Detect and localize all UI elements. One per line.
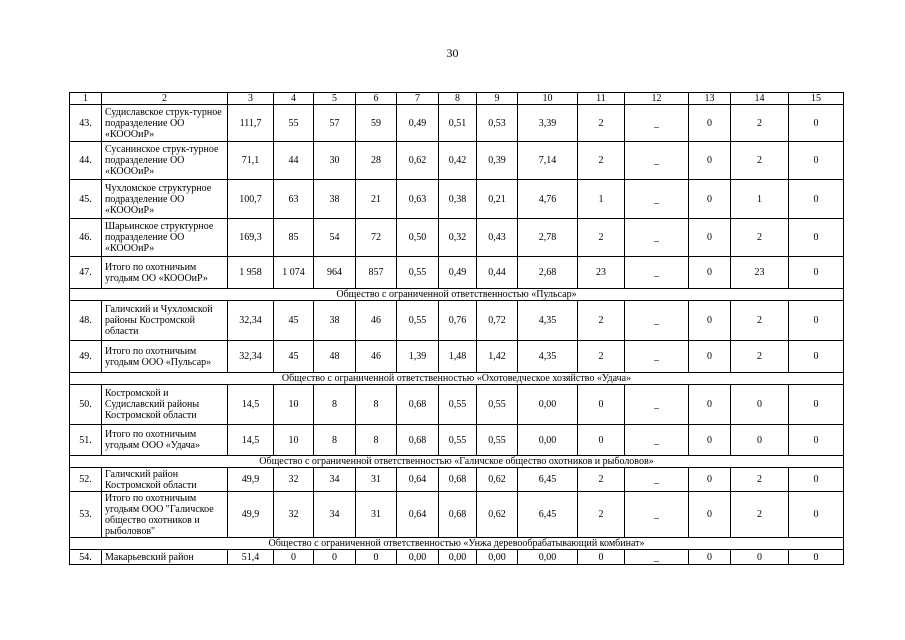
column-header: 15 bbox=[789, 93, 844, 105]
organization-name: Общество с ограниченной ответственностью «Охотоведческое хозяйство «Удача» bbox=[70, 373, 844, 385]
table-cell: _ bbox=[625, 105, 689, 142]
section-header-row bbox=[70, 289, 844, 301]
table-cell: 0 bbox=[689, 492, 731, 538]
row-number: 52. bbox=[70, 468, 102, 492]
table-cell: 0 bbox=[789, 142, 844, 180]
table-cell: 0,55 bbox=[397, 257, 439, 289]
table-row bbox=[70, 142, 844, 180]
table-cell: 14,5 bbox=[228, 425, 274, 456]
table-cell: 2 bbox=[731, 219, 789, 257]
table-cell: 45 bbox=[274, 301, 314, 341]
section-header-row bbox=[70, 373, 844, 385]
column-header: 9 bbox=[477, 93, 518, 105]
table-cell: 8 bbox=[356, 425, 397, 456]
table-cell: 0 bbox=[731, 425, 789, 456]
table-cell: 46 bbox=[356, 341, 397, 373]
table-cell: 0,39 bbox=[477, 142, 518, 180]
table-header-row bbox=[70, 93, 844, 105]
column-header: 14 bbox=[731, 93, 789, 105]
table-cell: _ bbox=[625, 425, 689, 456]
page-number: 30 bbox=[446, 46, 459, 60]
table-cell: 51,4 bbox=[228, 550, 274, 565]
table-cell: 45 bbox=[274, 341, 314, 373]
table-cell: 8 bbox=[314, 385, 356, 425]
column-header: 13 bbox=[689, 93, 731, 105]
column-header: 5 bbox=[314, 93, 356, 105]
table-cell: 0 bbox=[578, 425, 625, 456]
table-cell: 10 bbox=[274, 425, 314, 456]
row-number: 54. bbox=[70, 550, 102, 565]
table-cell: 21 bbox=[356, 180, 397, 219]
table-cell: 0,64 bbox=[397, 492, 439, 538]
table-cell: 0 bbox=[689, 180, 731, 219]
table-cell: 4,35 bbox=[518, 301, 578, 341]
table-row bbox=[70, 219, 844, 257]
column-header: 6 bbox=[356, 93, 397, 105]
table-cell: 2 bbox=[731, 105, 789, 142]
table-cell: 8 bbox=[314, 425, 356, 456]
table-cell: 44 bbox=[274, 142, 314, 180]
organization-name: Общество с ограниченной ответственностью «Унжа деревообрабатывающий комбинат» bbox=[70, 538, 844, 550]
table-cell: 100,7 bbox=[228, 180, 274, 219]
table-cell: 71,1 bbox=[228, 142, 274, 180]
table-cell: 0 bbox=[731, 550, 789, 565]
table-cell: 0,68 bbox=[397, 425, 439, 456]
table-cell: 32 bbox=[274, 492, 314, 538]
table-cell: _ bbox=[625, 142, 689, 180]
table-cell: 0,00 bbox=[439, 550, 477, 565]
row-number: 48. bbox=[70, 301, 102, 341]
territory-name: Чухломское структурное подразделение ОО «КОООиР» bbox=[102, 180, 228, 219]
table-cell: _ bbox=[625, 550, 689, 565]
table-cell: 111,7 bbox=[228, 105, 274, 142]
table-cell: 0 bbox=[789, 341, 844, 373]
table-cell: 0,62 bbox=[397, 142, 439, 180]
table-cell: 32,34 bbox=[228, 301, 274, 341]
table-cell: 1 958 bbox=[228, 257, 274, 289]
table-cell: 0,68 bbox=[397, 385, 439, 425]
section-header-row bbox=[70, 456, 844, 468]
table-cell: 0,68 bbox=[439, 492, 477, 538]
table-row bbox=[70, 468, 844, 492]
row-number: 45. bbox=[70, 180, 102, 219]
table-cell: 1 bbox=[731, 180, 789, 219]
table-cell: 0,68 bbox=[439, 468, 477, 492]
table-cell: 1 bbox=[578, 180, 625, 219]
table-cell: 0 bbox=[731, 385, 789, 425]
territory-name: Шарьинское структурное подразделение ОО «КОООиР» bbox=[102, 219, 228, 257]
column-header: 7 bbox=[397, 93, 439, 105]
column-header: 3 bbox=[228, 93, 274, 105]
table-cell: 0 bbox=[789, 257, 844, 289]
table-cell: 2 bbox=[578, 468, 625, 492]
table-cell: 0,43 bbox=[477, 219, 518, 257]
row-number: 44. bbox=[70, 142, 102, 180]
table-cell: 0 bbox=[789, 219, 844, 257]
table-cell: 7,14 bbox=[518, 142, 578, 180]
table-cell: 38 bbox=[314, 180, 356, 219]
table-row bbox=[70, 180, 844, 219]
table-cell: 0,42 bbox=[439, 142, 477, 180]
row-number: 51. bbox=[70, 425, 102, 456]
table-cell: 2,78 bbox=[518, 219, 578, 257]
table-cell: 23 bbox=[731, 257, 789, 289]
table-cell: 2 bbox=[578, 219, 625, 257]
table-cell: 0,50 bbox=[397, 219, 439, 257]
table-cell: 0,44 bbox=[477, 257, 518, 289]
table-cell: 32,34 bbox=[228, 341, 274, 373]
table-cell: 0 bbox=[789, 301, 844, 341]
row-number: 46. bbox=[70, 219, 102, 257]
table-cell: 0 bbox=[689, 142, 731, 180]
table-cell: 2 bbox=[731, 142, 789, 180]
territory-name: Итого по охотничьим угодьям ОО «КОООиР» bbox=[102, 257, 228, 289]
column-header: 8 bbox=[439, 93, 477, 105]
row-number: 50. bbox=[70, 385, 102, 425]
table-cell: _ bbox=[625, 492, 689, 538]
table-cell: 2,68 bbox=[518, 257, 578, 289]
row-number: 49. bbox=[70, 341, 102, 373]
table-cell: 4,35 bbox=[518, 341, 578, 373]
table-cell: 2 bbox=[578, 341, 625, 373]
table-cell: 34 bbox=[314, 468, 356, 492]
hunting-statistics-table bbox=[69, 92, 844, 565]
table-row bbox=[70, 105, 844, 142]
organization-name: Общество с ограниченной ответственностью «Пульсар» bbox=[70, 289, 844, 301]
table-row bbox=[70, 550, 844, 565]
table-cell: 0,55 bbox=[477, 385, 518, 425]
column-header: 10 bbox=[518, 93, 578, 105]
table-cell: 0,49 bbox=[397, 105, 439, 142]
table-cell: 0,53 bbox=[477, 105, 518, 142]
table-cell: 0,49 bbox=[439, 257, 477, 289]
table-cell: 49,9 bbox=[228, 468, 274, 492]
table-cell: 169,3 bbox=[228, 219, 274, 257]
table-cell: 0 bbox=[789, 468, 844, 492]
table-cell: _ bbox=[625, 301, 689, 341]
table-cell: 0 bbox=[689, 105, 731, 142]
table-row bbox=[70, 301, 844, 341]
territory-name: Макарьевский район bbox=[102, 550, 228, 565]
table-cell: 6,45 bbox=[518, 492, 578, 538]
table-cell: 0 bbox=[689, 219, 731, 257]
table-cell: 32 bbox=[274, 468, 314, 492]
table-row bbox=[70, 385, 844, 425]
table-cell: 2 bbox=[578, 105, 625, 142]
table-cell: 0,38 bbox=[439, 180, 477, 219]
row-number: 47. bbox=[70, 257, 102, 289]
column-header: 1 bbox=[70, 93, 102, 105]
row-number: 53. bbox=[70, 492, 102, 538]
table-cell: 72 bbox=[356, 219, 397, 257]
table-cell: 34 bbox=[314, 492, 356, 538]
table-cell: _ bbox=[625, 341, 689, 373]
territory-name: Итого по охотничьим угодьям ООО "Галичское общество охотников и рыболовов" bbox=[102, 492, 228, 538]
table-cell: 2 bbox=[578, 142, 625, 180]
table-cell: 0,76 bbox=[439, 301, 477, 341]
table-cell: 0 bbox=[789, 105, 844, 142]
table-cell: 48 bbox=[314, 341, 356, 373]
territory-name: Костромской и Судиславский районы Костромской области bbox=[102, 385, 228, 425]
table-cell: 63 bbox=[274, 180, 314, 219]
territory-name: Галичский и Чухломской районы Костромской области bbox=[102, 301, 228, 341]
territory-name: Итого по охотничьим угодьям ООО «Пульсар» bbox=[102, 341, 228, 373]
table-cell: 0 bbox=[689, 385, 731, 425]
column-header: 2 bbox=[102, 93, 228, 105]
table-cell: 2 bbox=[731, 301, 789, 341]
table-cell: 46 bbox=[356, 301, 397, 341]
table-cell: 0 bbox=[689, 550, 731, 565]
table-cell: 0 bbox=[578, 385, 625, 425]
table-row bbox=[70, 257, 844, 289]
table-cell: 8 bbox=[356, 385, 397, 425]
table-cell: _ bbox=[625, 468, 689, 492]
table-cell: _ bbox=[625, 180, 689, 219]
table-cell: 49,9 bbox=[228, 492, 274, 538]
table-cell: 964 bbox=[314, 257, 356, 289]
table-cell: 0 bbox=[789, 180, 844, 219]
table-cell: 0,62 bbox=[477, 468, 518, 492]
table-cell: 2 bbox=[731, 341, 789, 373]
table-cell: _ bbox=[625, 385, 689, 425]
table-cell: 1,48 bbox=[439, 341, 477, 373]
table-cell: 30 bbox=[314, 142, 356, 180]
table-cell: 1 074 bbox=[274, 257, 314, 289]
table-cell: 2 bbox=[578, 301, 625, 341]
table-cell: 28 bbox=[356, 142, 397, 180]
column-header: 4 bbox=[274, 93, 314, 105]
table-cell: 0,64 bbox=[397, 468, 439, 492]
table-cell: 2 bbox=[578, 492, 625, 538]
table-cell: 0,72 bbox=[477, 301, 518, 341]
table-cell: 0 bbox=[274, 550, 314, 565]
territory-name: Итого по охотничьим угодьям ООО «Удача» bbox=[102, 425, 228, 456]
territory-name: Судиславское струк-турное подразделение ОО «КОООиР» bbox=[102, 105, 228, 142]
table-cell: 0,63 bbox=[397, 180, 439, 219]
territory-name: Галичский район Костромской области bbox=[102, 468, 228, 492]
table-cell: 31 bbox=[356, 468, 397, 492]
table-cell: 0,00 bbox=[518, 550, 578, 565]
table-cell: 2 bbox=[731, 492, 789, 538]
table-cell: 0,00 bbox=[518, 425, 578, 456]
table-cell: 10 bbox=[274, 385, 314, 425]
table-cell: 0 bbox=[689, 425, 731, 456]
table-row bbox=[70, 425, 844, 456]
column-header: 12 bbox=[625, 93, 689, 105]
table-cell: 0,62 bbox=[477, 492, 518, 538]
table-cell: 0 bbox=[689, 341, 731, 373]
table-cell: 2 bbox=[731, 468, 789, 492]
table-cell: 1,42 bbox=[477, 341, 518, 373]
table-cell: 54 bbox=[314, 219, 356, 257]
table-cell: 1,39 bbox=[397, 341, 439, 373]
table-cell: 23 bbox=[578, 257, 625, 289]
organization-name: Общество с ограниченной ответственностью «Галичское общество охотников и рыболовов» bbox=[70, 456, 844, 468]
table-cell: 0,55 bbox=[397, 301, 439, 341]
table-cell: 38 bbox=[314, 301, 356, 341]
table-cell: 3,39 bbox=[518, 105, 578, 142]
table-cell: 0,55 bbox=[439, 425, 477, 456]
table-cell: 4,76 bbox=[518, 180, 578, 219]
table-cell: 85 bbox=[274, 219, 314, 257]
table-cell: 0,51 bbox=[439, 105, 477, 142]
table-cell: 0 bbox=[789, 492, 844, 538]
territory-name: Сусанинское струк-турное подразделение ОО «КОООиР» bbox=[102, 142, 228, 180]
table-cell: 0,00 bbox=[518, 385, 578, 425]
table-cell: 0,00 bbox=[397, 550, 439, 565]
table-cell: _ bbox=[625, 219, 689, 257]
table-cell: 0 bbox=[789, 425, 844, 456]
table-cell: 14,5 bbox=[228, 385, 274, 425]
table-cell: 0,55 bbox=[477, 425, 518, 456]
table-cell: 0 bbox=[689, 468, 731, 492]
section-header-row bbox=[70, 538, 844, 550]
table-cell: 0 bbox=[789, 385, 844, 425]
table-cell: 59 bbox=[356, 105, 397, 142]
table-row bbox=[70, 341, 844, 373]
table-cell: 0 bbox=[356, 550, 397, 565]
table-cell: 0 bbox=[578, 550, 625, 565]
table-cell: 31 bbox=[356, 492, 397, 538]
table-cell: 0 bbox=[789, 550, 844, 565]
column-header: 11 bbox=[578, 93, 625, 105]
table-cell: 0,21 bbox=[477, 180, 518, 219]
table-cell: 0,32 bbox=[439, 219, 477, 257]
table-cell: 0 bbox=[689, 301, 731, 341]
table-cell: 0,00 bbox=[477, 550, 518, 565]
row-number: 43. bbox=[70, 105, 102, 142]
table-row bbox=[70, 492, 844, 538]
table-cell: 55 bbox=[274, 105, 314, 142]
table-cell: 6,45 bbox=[518, 468, 578, 492]
table-cell: 0,55 bbox=[439, 385, 477, 425]
table-cell: 857 bbox=[356, 257, 397, 289]
table-cell: 0 bbox=[689, 257, 731, 289]
table-cell: 0 bbox=[314, 550, 356, 565]
table-cell: _ bbox=[625, 257, 689, 289]
table-cell: 57 bbox=[314, 105, 356, 142]
